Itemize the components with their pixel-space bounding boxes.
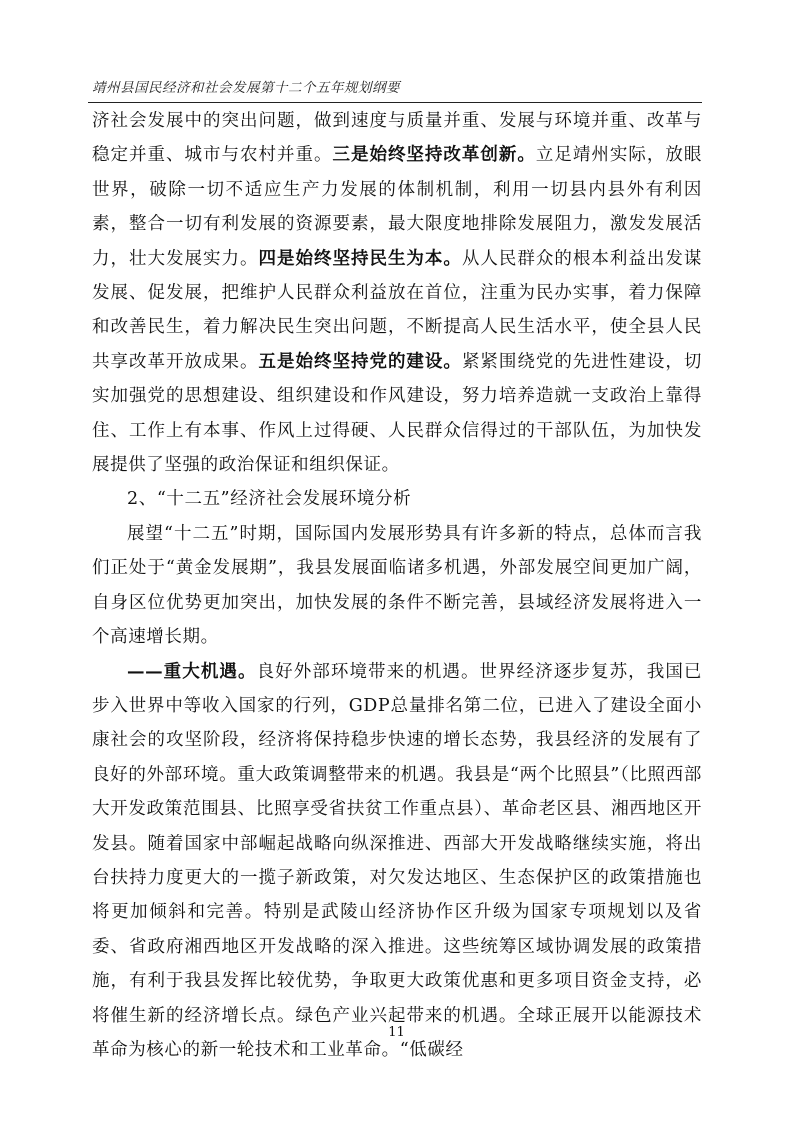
bold-heading-text: 五是始终坚持党的建设。 xyxy=(258,351,462,372)
paragraph xyxy=(92,482,702,516)
paragraph xyxy=(92,517,702,655)
paragraph-text: 从人民群众的根本利益出发谋发展、促发展，把维护人民群众利益放在首位，注重为民办实事，着力保障和改善民生，着力解决民生突出问题，不断提高人民生活水平，使全县人民共享改革开放成果。 xyxy=(92,248,702,372)
bold-heading-text: ——重大机遇。 xyxy=(127,661,257,682)
page-number: 11 xyxy=(388,1025,405,1040)
bold-heading-text: 三是始终坚持改革创新。 xyxy=(332,145,536,166)
paragraph-text: 立足靖州实际，放眼世界，破除一切不适应生产力发展的体制机制，利用一切县内县外有利因素，整合一切有利发展的资源要素，最大限度地排除发展阻力，激发发展活力，壮大发展实力。 xyxy=(92,145,702,269)
paragraph-text: 展望“十二五”时期，国际国内发展形势具有许多新的特点，总体而言我们正处于“黄金发展期”，我县发展面临诸多机遇，外部发展空间更加广阔，自身区位优势更加突出，加快发展的条件不断完善，县域经济发展将进入一个高速增长期。 xyxy=(92,523,702,648)
running-header: 靖州县国民经济和社会发展第十二个五年规划纲要 xyxy=(92,80,400,96)
document-body xyxy=(92,104,702,1067)
paragraph-text: 良好外部环境带来的机遇。世界经济逐步复苏，我国已步入世界中等收入国家的行列，GDP总量排名第二位，已进入了建设全面小康社会的攻坚阶段，经济将保持稳步快速的增长态势，我县经济的发展有了良好的外部环境。重大政策调整带来的机遇。我县是“两个比照县”（比照西部大开发政策范围县、比照享受省扶贫工作重点县）、革命老区县、湘西地区开发县。随着国家中部崛起战略向纵深推进、西部大开发战略继续实施，将出台扶持力度更大的一揽子新政策，对欠发达地区、生态保护区的政策措施也将更加倾斜和完善。特别是武陵山经济协作区升级为国家专项规划以及省委、省政府湘西地区开发战略的深入推进。这些统筹区域协调发展的政策措施，有利于我县发挥比较优势，争取更大政策优惠和更多项目资金支持，必将催生新的经济增长点。绿色产业兴起带来的机遇。全球正展开以能源技术革命为核心的新一轮技术和工业革命。“低碳经 xyxy=(92,661,702,1060)
paragraph xyxy=(92,655,702,1068)
header-rule xyxy=(88,102,702,103)
bold-heading-text: 四是始终坚持民生为本。 xyxy=(258,248,462,269)
paragraph-text: 2、“十二五”经济社会发展环境分析 xyxy=(127,489,412,510)
paragraph-text: 紧紧围绕党的先进性建设，切实加强党的思想建设、组织建设和作风建设，努力培养造就一支政治上靠得住、工作上有本事、作风上过得硬、人民群众信得过的干部队伍，为加快发展提供了坚强的政治保证和组织保证。 xyxy=(92,351,702,476)
paragraph-text: 济社会发展中的突出问题，做到速度与质量并重、发展与环境并重、改革与稳定并重、城市与农村并重。 xyxy=(92,111,702,166)
paragraph xyxy=(92,104,702,482)
